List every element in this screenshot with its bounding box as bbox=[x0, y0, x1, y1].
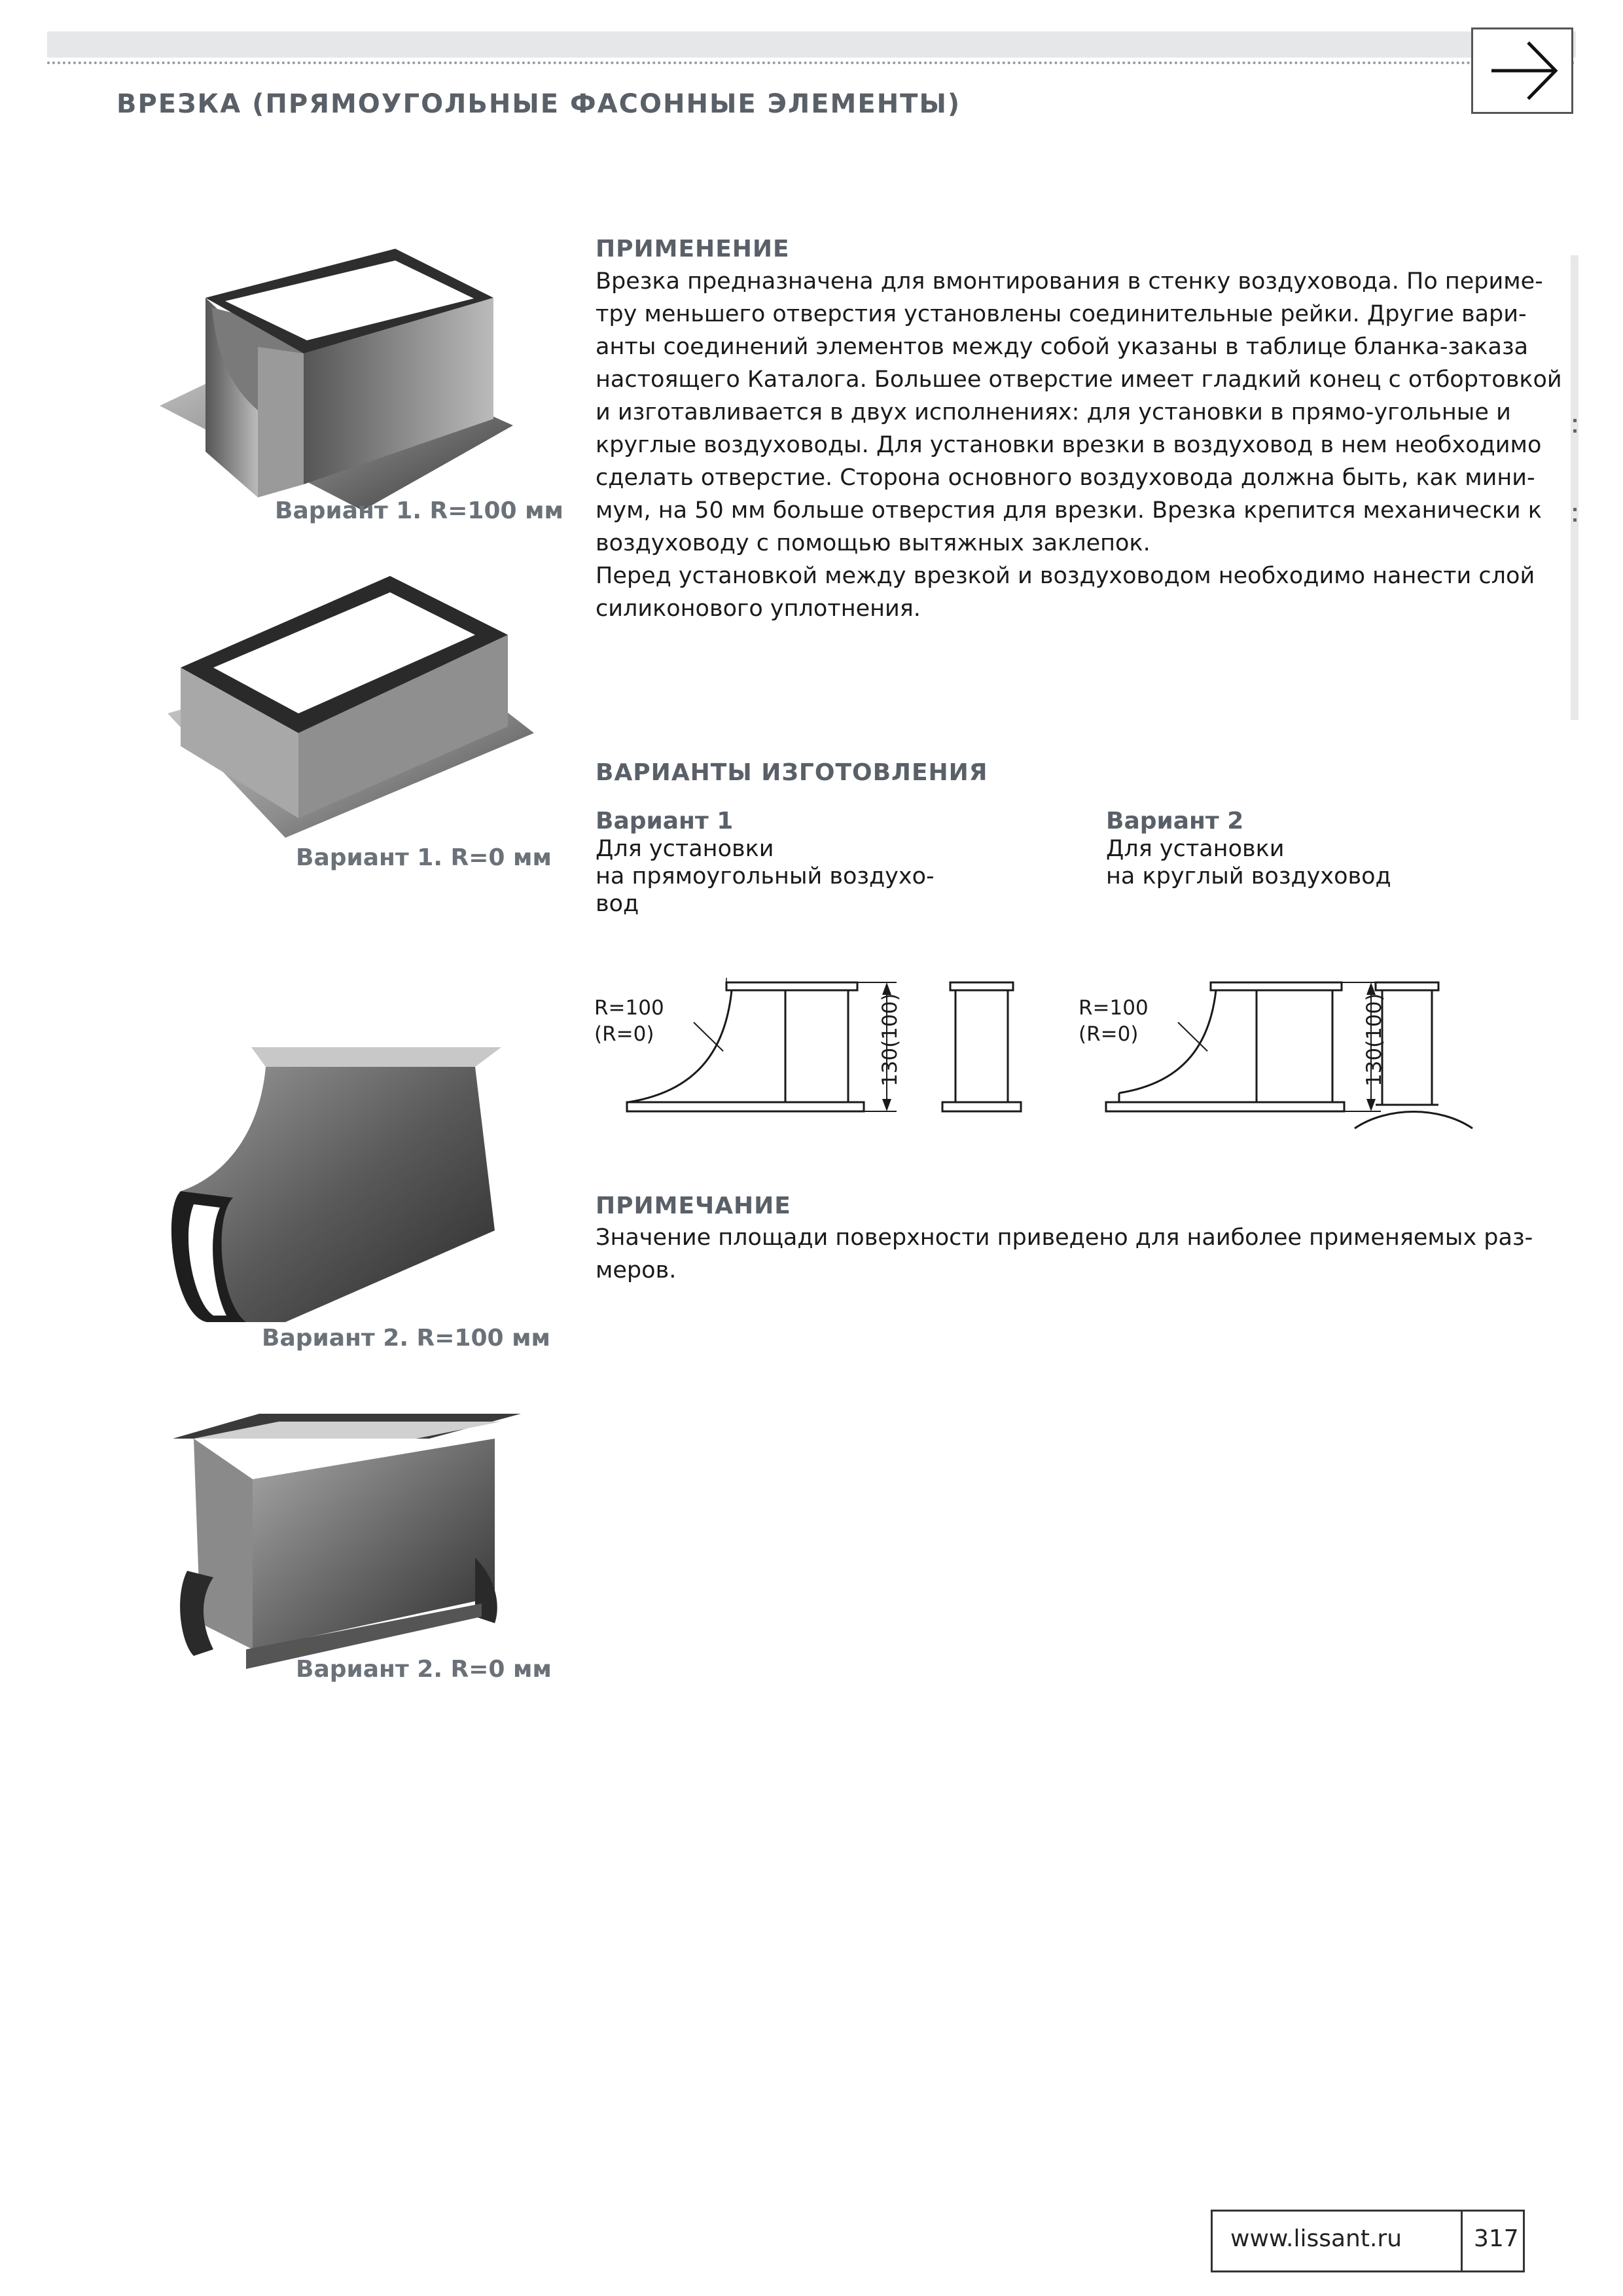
text-line: на прямоугольный воздухо- bbox=[596, 863, 935, 889]
text-line: настоящего Каталога. Большее отверстие имеет гладкий конец с отбортовкой bbox=[596, 367, 1562, 393]
radius-alt-label: (R=0) bbox=[594, 1022, 654, 1046]
footer-url-link[interactable]: www.lissant.ru bbox=[1230, 2225, 1402, 2252]
text-line: круглые воздуховоды. Для установки врезки в воздуховод в нем необходимо bbox=[596, 432, 1542, 458]
photo-caption: Вариант 2. R=0 мм bbox=[296, 1656, 552, 1683]
side-base-flange bbox=[942, 1102, 1021, 1111]
top-flange bbox=[726, 982, 857, 990]
variant2-description bbox=[1106, 835, 1391, 890]
photo-caption: Вариант 1. R=0 мм bbox=[296, 844, 552, 871]
text-line: тру меньшего отверстия установлены соединительные рейки. Другие вари- bbox=[596, 301, 1527, 327]
page-number: 317 bbox=[1474, 2225, 1519, 2252]
section-heading-variants: ВАРИАНТЫ ИЗГОТОВЛЕНИЯ bbox=[596, 759, 988, 786]
text-line: Перед установкой между врезкой и воздуховодом необходимо нанести слой bbox=[596, 563, 1535, 589]
drawing-variant2 bbox=[1073, 969, 1531, 1139]
photo-variant2-r0 bbox=[168, 1407, 521, 1676]
side-top-flange bbox=[1376, 982, 1438, 990]
radius-label: R=100 bbox=[594, 996, 664, 1020]
text-line: Для установки bbox=[596, 836, 774, 862]
page-title: ВРЕЗКА (ПРЯМОУГОЛЬНЫЕ ФАСОННЫЕ ЭЛЕМЕНТЫ) bbox=[116, 89, 961, 119]
page-edge-tab bbox=[1571, 255, 1578, 720]
text-line: сделать отверстие. Сторона основного воздуховода должна быть, как мини- bbox=[596, 465, 1535, 491]
base-flange bbox=[1106, 1102, 1344, 1111]
text-line: силиконового уплотнения. bbox=[596, 596, 921, 622]
base-flange bbox=[627, 1102, 864, 1111]
text-line: вод bbox=[596, 891, 639, 917]
photo-caption: Вариант 1. R=100 мм bbox=[275, 497, 563, 524]
text-line: Для установки bbox=[1106, 836, 1285, 862]
variant1-description bbox=[596, 835, 935, 918]
header-band bbox=[47, 31, 1576, 58]
footer-divider bbox=[1461, 2210, 1463, 2272]
edge-mark bbox=[1573, 419, 1577, 422]
text-line: Врезка предназначена для вмонтирования в стенку воздуховода. По периме- bbox=[596, 268, 1543, 295]
text-line: на круглый воздуховод bbox=[1106, 863, 1391, 889]
radius-alt-label: (R=0) bbox=[1079, 1022, 1139, 1046]
text-line: Значение площади поверхности приведено для наиболее применяемых раз- bbox=[596, 1225, 1533, 1251]
arrow-right-icon bbox=[1473, 29, 1571, 112]
edge-mark bbox=[1573, 518, 1577, 522]
section-heading-application: ПРИМЕНЕНИЕ bbox=[596, 236, 790, 262]
photo-variant2-r100 bbox=[168, 1041, 508, 1329]
note-text bbox=[596, 1221, 1533, 1287]
application-text bbox=[596, 265, 1562, 625]
edge-mark bbox=[1573, 508, 1577, 511]
text-line: и изготавливается в двух исполнениях: для установки в прямо-угольные и bbox=[596, 399, 1511, 425]
photo-caption: Вариант 2. R=100 мм bbox=[262, 1325, 550, 1352]
text-line: меров. bbox=[596, 1257, 677, 1283]
text-line: анты соединений элементов между собой указаны в таблице бланка-заказа bbox=[596, 334, 1529, 360]
variant2-title: Вариант 2 bbox=[1106, 808, 1244, 834]
text-line: воздуховоду с помощью вытяжных заклепок. bbox=[596, 530, 1150, 556]
radius-label: R=100 bbox=[1079, 996, 1149, 1020]
section-heading-note: ПРИМЕЧАНИЕ bbox=[596, 1193, 791, 1219]
top-flange bbox=[1211, 982, 1342, 990]
height-label: 130(100) bbox=[878, 993, 902, 1086]
edge-mark bbox=[1573, 429, 1577, 433]
photo-variant1-r0 bbox=[168, 563, 534, 851]
next-page-button[interactable] bbox=[1471, 27, 1573, 114]
text-line: мум, на 50 мм больше отверстия для врезки. Врезка крепится механически к bbox=[596, 497, 1542, 524]
variant1-title: Вариант 1 bbox=[596, 808, 734, 834]
drawing-variant1 bbox=[589, 969, 1086, 1139]
height-label: 130(100) bbox=[1363, 993, 1386, 1086]
header-dotted-rule bbox=[47, 62, 1576, 64]
side-top-flange bbox=[950, 982, 1013, 990]
photo-variant1-r100 bbox=[147, 236, 539, 524]
